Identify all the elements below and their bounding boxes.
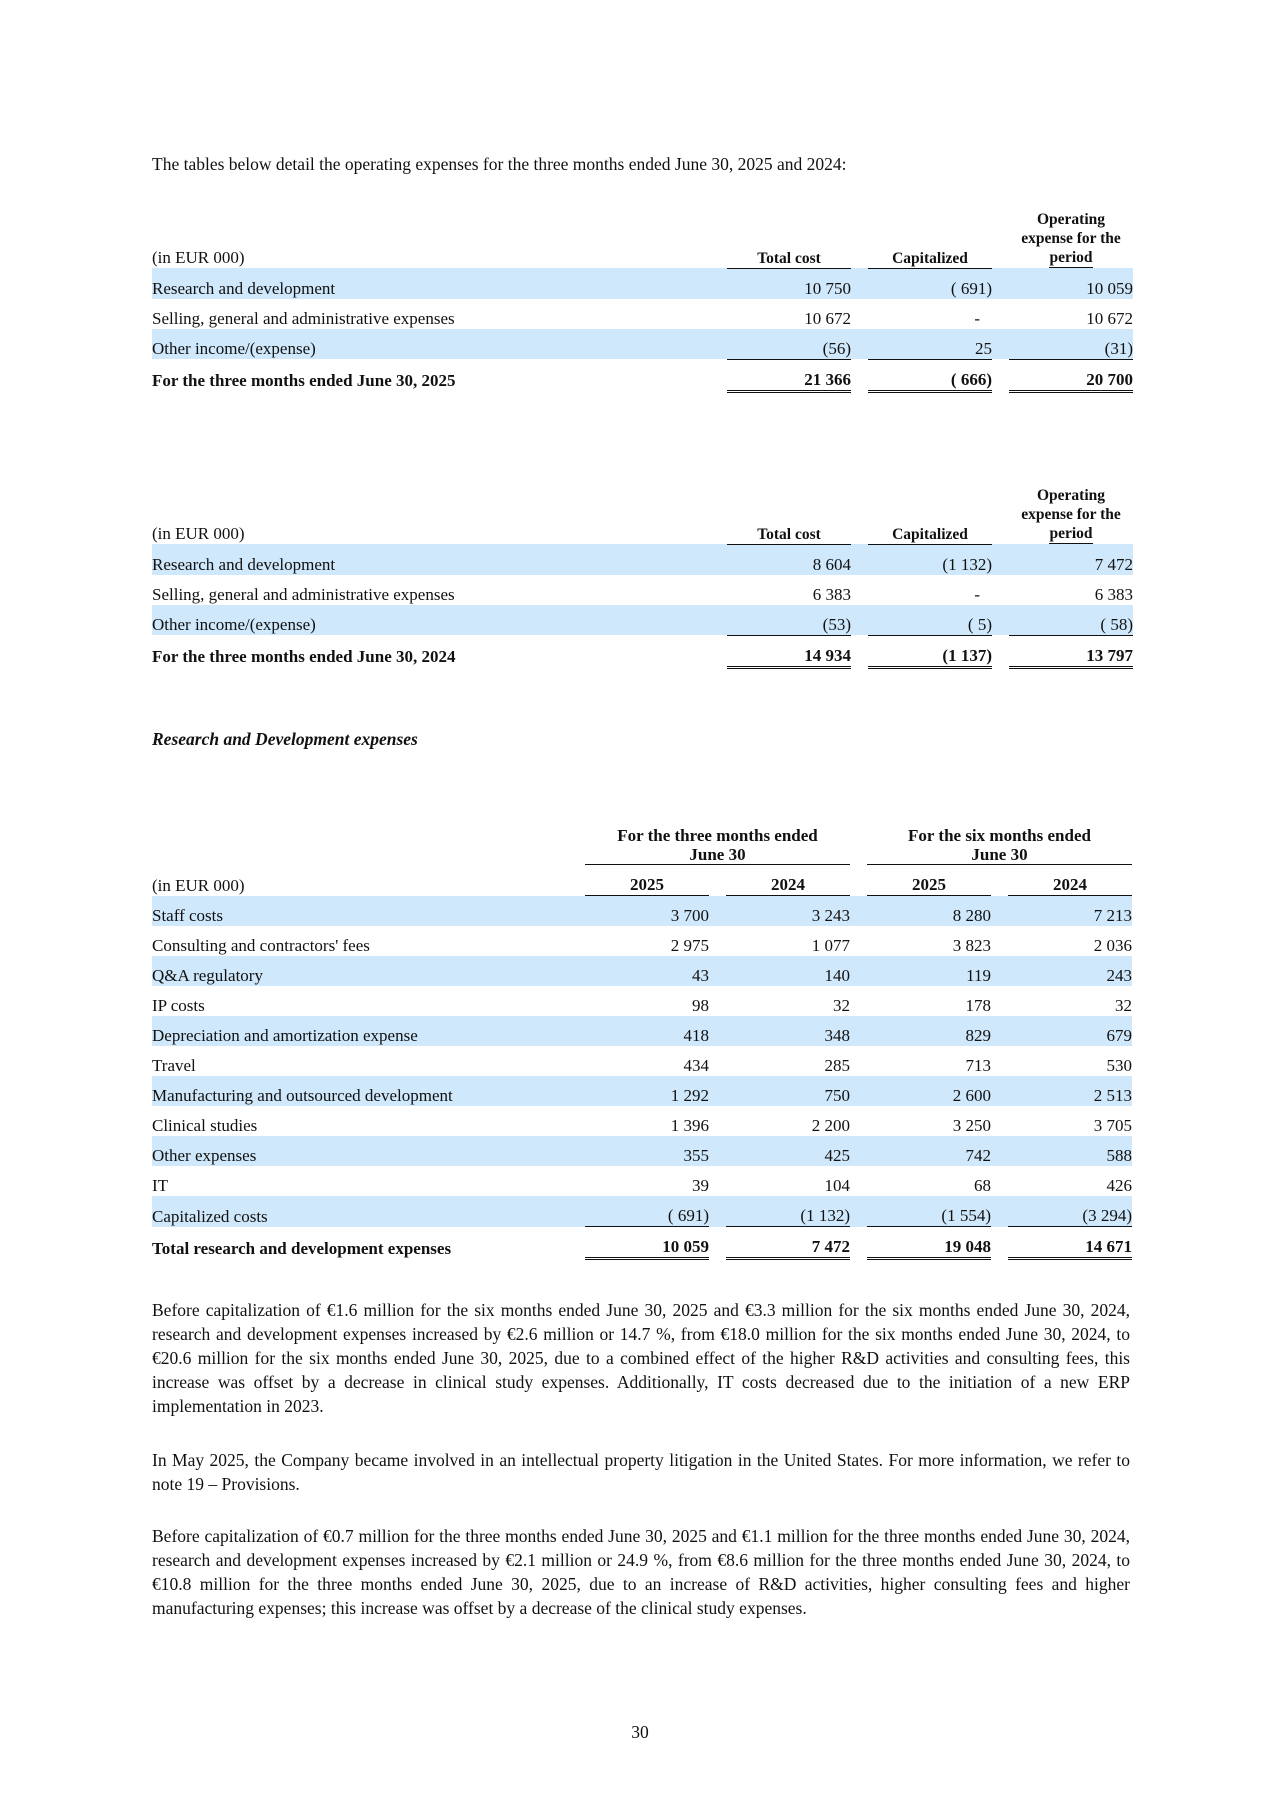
total-row: For the three months ended June 30, 2025 21 366 ( 666) 20 700 — [152, 359, 1133, 391]
table-row: Clinical studies 1 396 2 200 3 250 3 705 — [152, 1116, 1132, 1135]
paragraph-litigation: In May 2025, the Company became involved in an intellectual property litigation in the United States. For more information, we refer to note 19 – Provisions. — [152, 1450, 1130, 1494]
col-year: 2025 — [867, 865, 991, 896]
col-capitalized: Capitalized — [868, 486, 992, 544]
table-row: Other expenses 355 425 742 588 — [152, 1136, 1132, 1166]
table-row: Manufacturing and outsourced development 1 292 750 2 600 2 513 — [152, 1076, 1132, 1106]
table-row: IP costs 98 32 178 32 — [152, 996, 1132, 1015]
col-opex: Operating expense for the period — [1021, 487, 1121, 542]
opex-2025-unit: (in EUR 000) — [152, 248, 245, 267]
opex-table-2024 — [152, 486, 1133, 669]
total-row: For the three months ended June 30, 2024 14 934 (1 137) 13 797 — [152, 635, 1133, 667]
col-total-cost: Total cost — [727, 210, 851, 268]
table-row: Selling, general and administrative expenses 6 383 - 6 383 — [152, 584, 1133, 604]
intro-text: The tables below detail the operating expenses for the three months ended June 30, 2025 and 2024: — [152, 154, 847, 174]
paragraph-six-months: Before capitalization of €1.6 million for the six months ended June 30, 2025 and €3.3 million for the six months ended June 30, 2024, research and development expenses increased by €2.6 million or 14.7 %, from €18.0 million for the six months ended June 30, 2024, to €20.6 million for the six months ended June 30, 2025, due to a combined effect of the higher R&D activities and consulting fees, this increase was offset by a decrease in clinical study expenses. Additionally, IT costs decreased due to the initiation of a new ERP implementation in 2023. — [152, 1300, 1130, 1416]
table-row: Q&A regulatory 43 140 119 243 — [152, 956, 1132, 986]
group-six-months: For the six months ended June 30 — [867, 826, 1132, 865]
col-opex: Operating expense for the period — [1021, 211, 1121, 266]
table-row: Staff costs 3 700 3 243 8 280 7 213 — [152, 896, 1132, 927]
table-row: Research and development 8 604 (1 132) 7 472 — [152, 544, 1133, 575]
table-row: Research and development 10 750 ( 691) 10 059 — [152, 268, 1133, 299]
table-row: Consulting and contractors' fees 2 975 1 077 3 823 2 036 — [152, 936, 1132, 955]
page-number: 30 — [631, 1722, 649, 1742]
table-row: Other income/(expense) (56) 25 (31) — [152, 329, 1133, 360]
rd-unit: (in EUR 000) — [152, 875, 245, 895]
table-row: Travel 434 285 713 530 — [152, 1056, 1132, 1075]
col-total-cost: Total cost — [727, 486, 851, 544]
table-row: Selling, general and administrative expenses 10 672 - 10 672 — [152, 308, 1133, 328]
col-capitalized: Capitalized — [868, 210, 992, 268]
col-year: 2024 — [726, 865, 850, 896]
table-row: Depreciation and amortization expense 418 348 829 679 — [152, 1016, 1132, 1046]
group-three-months: For the three months ended June 30 — [585, 826, 850, 865]
table-row: Capitalized costs ( 691) (1 132) (1 554) (3 294) — [152, 1196, 1132, 1227]
opex-table-2025 — [152, 210, 1133, 393]
col-year: 2024 — [1008, 865, 1132, 896]
total-row: Total research and development expenses 10 059 7 472 19 048 14 671 — [152, 1227, 1132, 1259]
opex-2024-unit: (in EUR 000) — [152, 524, 245, 543]
section-title-rd: Research and Development expenses — [152, 729, 418, 749]
col-year: 2025 — [585, 865, 709, 896]
paragraph-three-months: Before capitalization of €0.7 million for the three months ended June 30, 2025 and €1.1 million for the three months ended June 30, 2024, research and development expenses increased by €2.1 million or 24.9 %, from €8.6 million for the three months ended June 30, 2024, to €10.8 million for the three months ended June 30, 2025, due to an increase of R&D activities, higher consulting fees and higher manufacturing expenses; this increase was offset by a decrease of the clinical study expenses. — [152, 1526, 1130, 1618]
table-row: Other income/(expense) (53) ( 5) ( 58) — [152, 605, 1133, 636]
table-row: IT 39 104 68 426 — [152, 1176, 1132, 1195]
rd-expenses-table — [152, 826, 1132, 1260]
